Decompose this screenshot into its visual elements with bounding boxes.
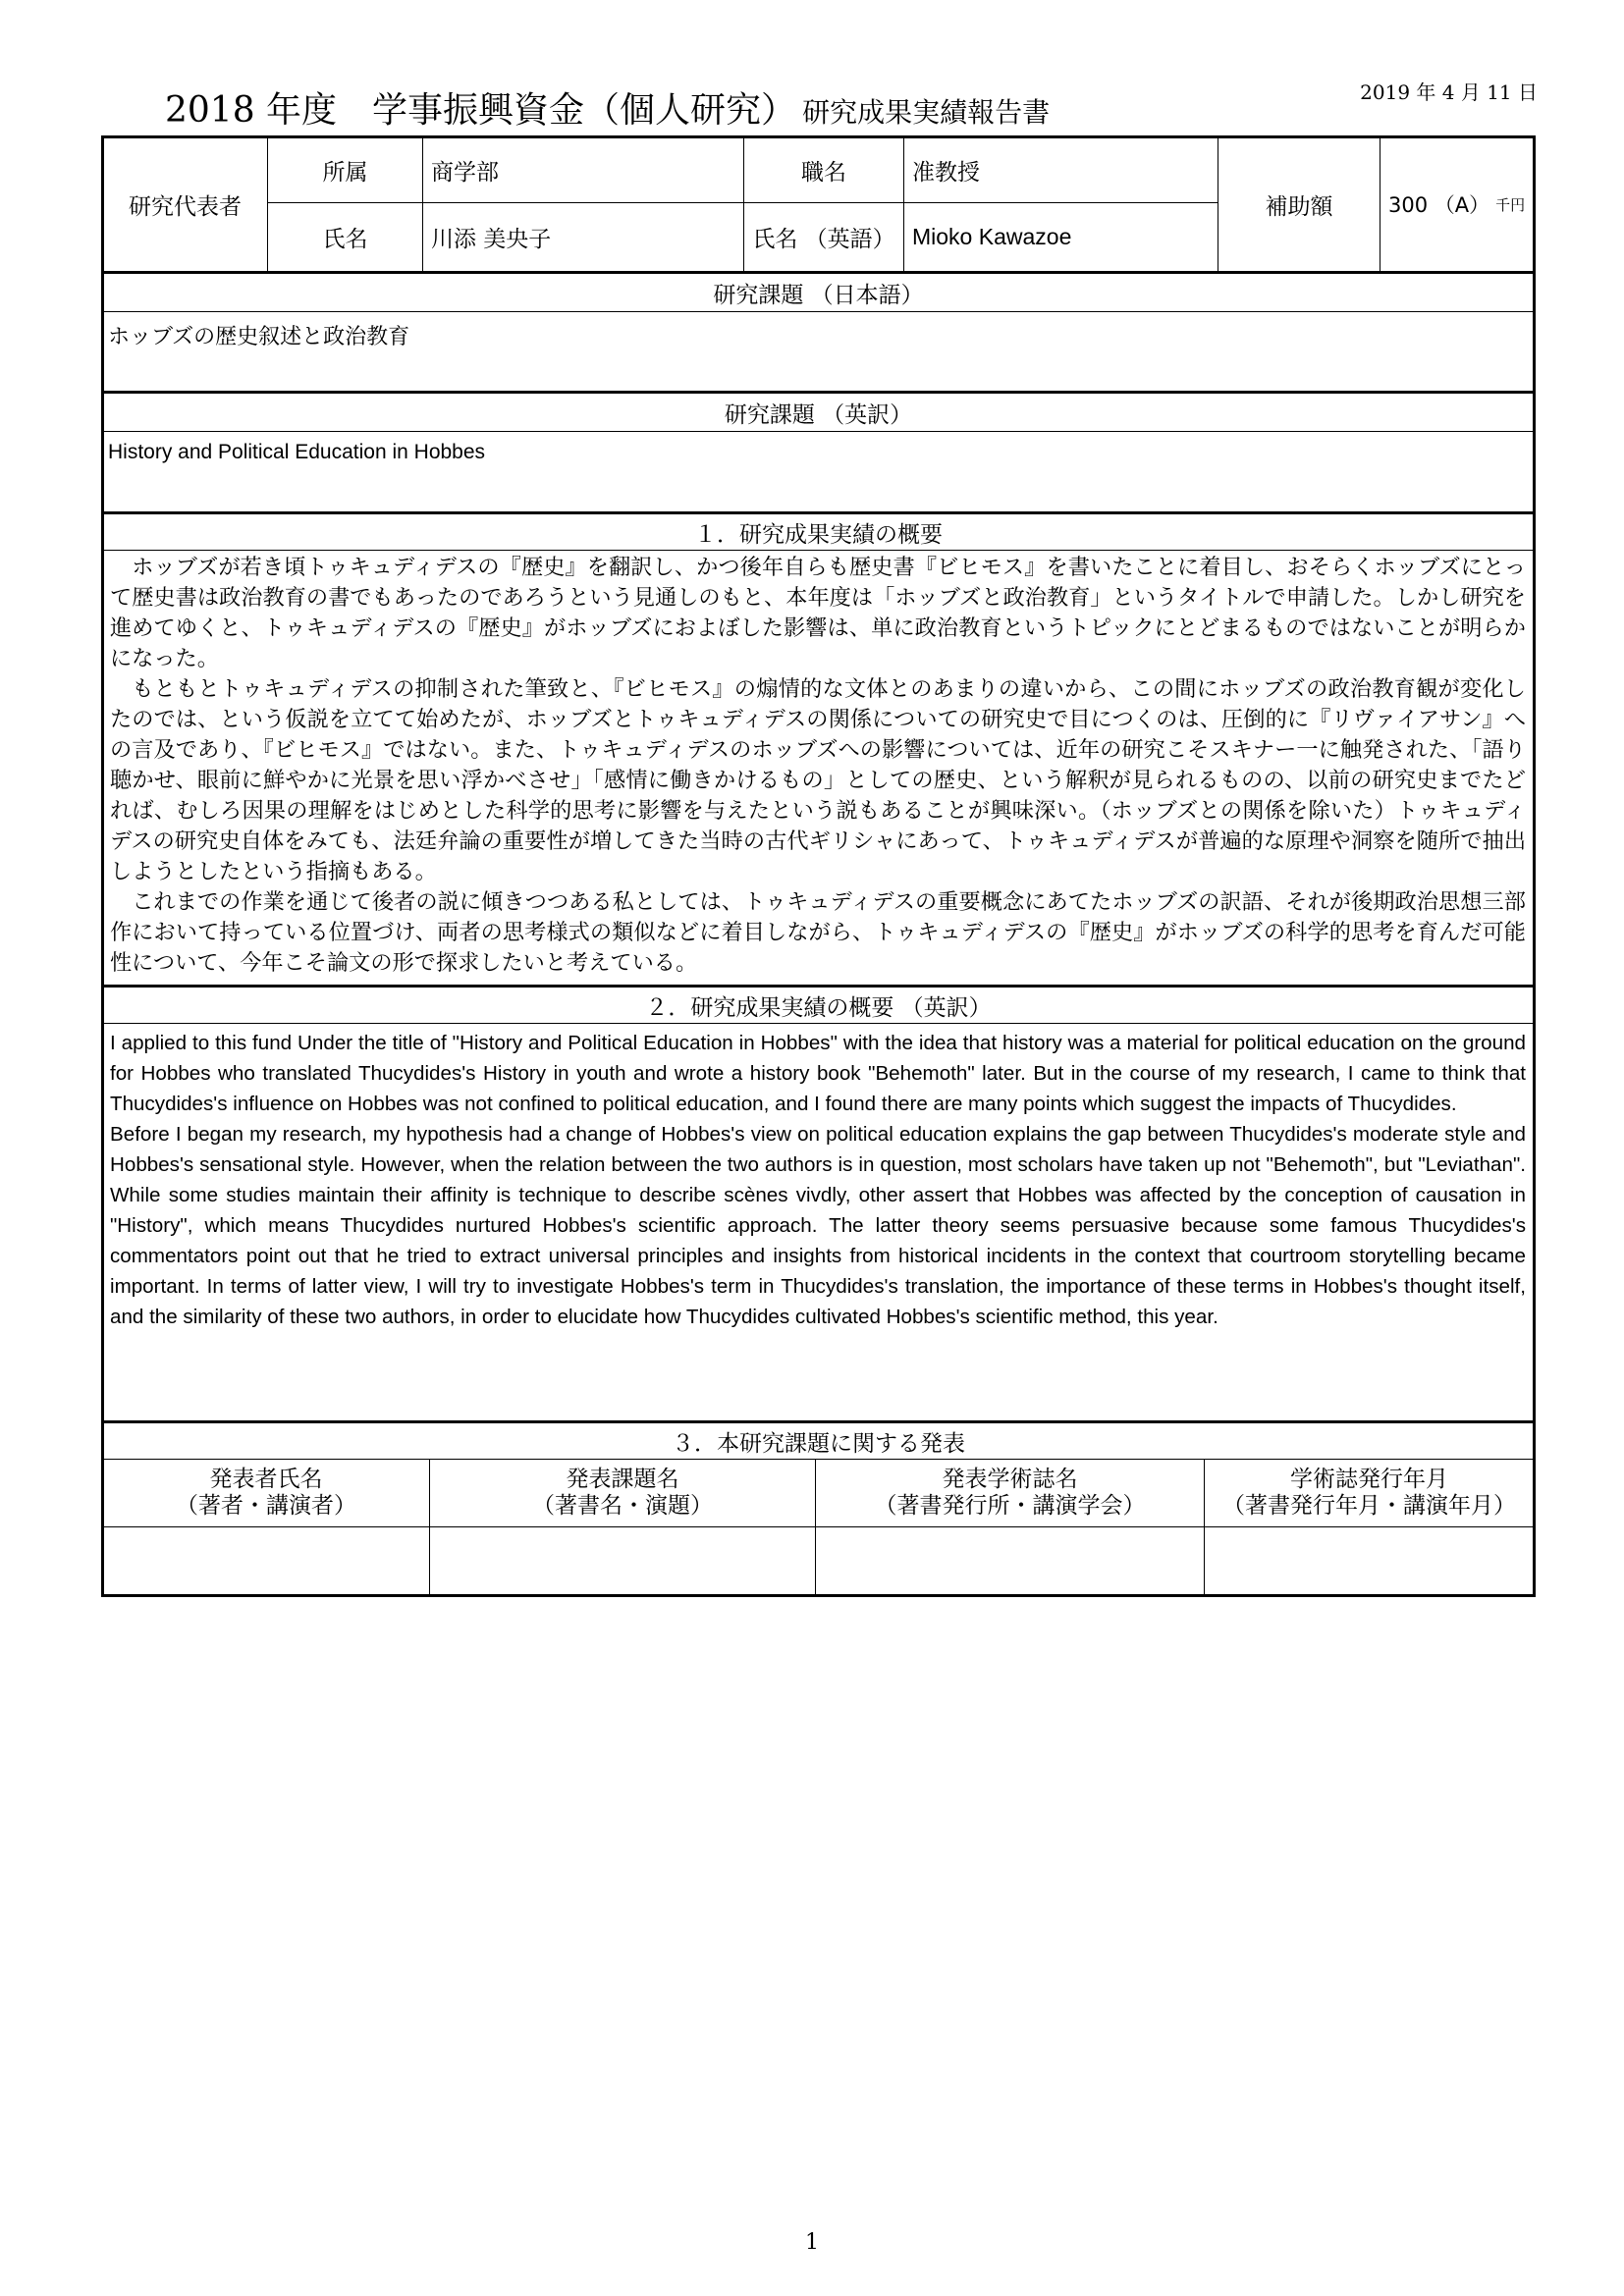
divider [101,1526,1536,1527]
affiliation-value: 商学部 [431,159,499,186]
name-value: 川添 美央子 [431,227,552,252]
divider [101,550,1536,551]
col-header-line: （著者・講演者） [176,1493,356,1519]
name-label: 氏名 [322,227,368,252]
summary-ja-heading: １．研究成果実績の概要 [694,521,943,548]
publications-col-date [1205,1460,1534,1526]
summary-ja-body [106,553,1530,979]
report-title-main: 2018 年度 学事振興資金（個人研究） [165,90,797,131]
summary-ja-paragraph: もともとトゥキュディデスの抑制された筆致と、『ビヒモス』の煽情的な文体とのあまりの違いから、この間にホッブズの政治教育観が変化したのでは、という仮説を立てて始めたが、ホッブズとトゥキュディデスの関係についての研究史で目につくのは、圧倒的に『リヴァイアサン』への言及であり、『ビヒモス』ではない。また、トゥキュディデスのホッブズへの影響については、近年の研究こそスキナー一に触発された、「語り聴かせ、眼前に鮮やかに光景を思い浮かべさせ」「感情に働きかけるもの」としての歴史、という解釈が見られるものの、以前の研究史までたどれば、むしろ因果の理解をはじめとした科学的思考に影響を与えたという説もあることが興味深い。（ホッブズとの関係を除いた）トゥキュディデスの研究史自体をみても、法廷弁論の重要性が増してきた当時の古代ギリシャにあって、トゥキュディデスが普遍的な原理や洞察を随所で抽出しようとしたという指摘もある。 [110,676,1526,884]
summary-ja-paragraph: これまでの作業を通じて後者の説に傾きつつある私としては、トゥキュディデスの重要概念にあてたホッブズの訳語、それが後期政治思想三部作において持っている位置づけ、両者の思考様式の類似などに着目しながら、トゥキュディデスの『歴史』がホッブズの科学的思考を育んだ可能性について、今年こそ論文の形で探求したいと考えている。 [110,889,1526,976]
grant-amount [1380,137,1533,271]
summary-ja-paragraph: ホッブズが若き頃トゥキュディデスの『歴史』を翻訳し、かつ後年自らも歴史書『ビヒモス』を書いたことに着目し、おそらくホッブズにとって歴史書は政治教育の書でもあったのであろうという見通しのもと、本年度は「ホッブズと政治教育」というタイトルで申請した。しかし研究を進めてゆくと、トゥキュディデスの『歴史』がホッブズにおよぼした影響は、単に政治教育というトピックにとどまるものではないことが明らかになった。 [110,555,1526,671]
topic-ja-heading: 研究課題 （日本語） [713,282,924,308]
col-header-line: 発表学術誌名 [942,1467,1078,1492]
grant-unit: 千円 [1495,195,1526,214]
summary-en-heading: ２．研究成果実績の概要 （英訳） [645,994,992,1021]
publications-col-journal [816,1460,1204,1526]
grant-label: 補助額 [1265,193,1333,220]
report-title [165,82,1050,133]
report-title-sub: 研究成果実績報告書 [802,96,1051,129]
summary-en-body [106,1028,1530,1332]
publications-col-author [103,1460,429,1526]
col-header-line: 発表課題名 [566,1467,679,1492]
divider [101,431,1536,432]
summary-en-paragraph: Before I began my research, my hypothesis had a change of Hobbes's view on political education explains the gap between Thucydides's moderate style and Hobbes's sensational style. However, when the relation between the two authors is in question, most scholars have taken up not "Behemoth", but "Leviathan". While some studies maintain their affinity is technique to describe scènes vivdly, other assert that Hobbes was affected by the conception of causation in "History", which means Thucydides nurtured Hobbes's scientific approach. The latter theory seems persuasive because some famous Thucydides's commentators point out that he tried to extract universal principles and insights from historical incidents in the context that courtroom storytelling became important. In terms of latter view, I will try to investigate Hobbes's term in Thucydides's translation, the importance of these terms in Hobbes's thought itself, and the similarity of these two authors, in order to elucidate how Thucydides cultivated Hobbes's scientific method, this year. [110,1123,1526,1328]
col-header-line: 学術誌発行年月 [1290,1467,1448,1492]
affiliation-label: 所属 [322,159,368,186]
col-header-line: 発表者氏名 [209,1467,323,1492]
topic-ja-text: ホッブズの歴史叙述と政治教育 [108,325,410,349]
summary-en-paragraph: I applied to this fund Under the title of "History and Political Education in Hobbes" with the idea that history was a material for political education on the ground for Hobbes who translated Thucydides's History in youth and wrote a history book "Behemoth" later. But in the course of my research, I came to think that Thucydides's influence on Hobbes was not confined to political education, and I found there are many points which suggest the impacts of Thucydides. [110,1032,1526,1115]
topic-en-heading: 研究課題 （英訳） [724,401,913,428]
position-label: 職名 [801,159,846,186]
publications-col-title [430,1460,815,1526]
representative-label: 研究代表者 [129,193,242,220]
col-header-line: （著書発行年月・講演年月） [1222,1493,1516,1519]
divider [101,1023,1536,1024]
position-value: 准教授 [912,159,980,186]
name-en-label: 氏名 （英語） [752,227,895,252]
name-en-value: Mioko Kawazoe [912,224,1072,249]
report-date: 2019 年 4 月 11 日 [1360,80,1538,104]
grant-amount-value: 300 （A） [1388,193,1490,217]
topic-en-text: History and Political Education in Hobbes [108,441,486,463]
divider [101,311,1536,312]
col-header-line: （著書発行所・講演学会） [874,1493,1146,1519]
col-header-line: （著書名・演題） [532,1493,713,1519]
page-number: 1 [805,2230,819,2255]
publications-heading: ３．本研究課題に関する発表 [672,1430,965,1457]
